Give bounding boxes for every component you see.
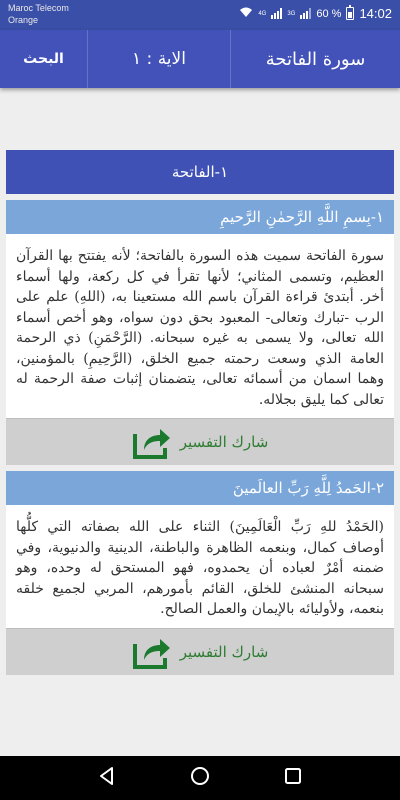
status-bar — [0, 0, 400, 30]
ayah-number-label[interactable]: الاية : ١ — [88, 30, 231, 88]
share-label: شارك التفسير — [179, 642, 269, 661]
network-4g-label: 4G — [258, 10, 267, 17]
ayah-title: ١-بِسمِ اللَّهِ الرَّحمٰنِ الرَّحيمِ — [6, 200, 394, 234]
share-label: شارك التفسير — [179, 433, 269, 451]
app-bar — [0, 30, 400, 88]
network-3g-label: 3G — [287, 10, 296, 17]
ayah-title: ٢-الحَمدُ لِلَّهِ رَبِّ العالَمينَ — [6, 471, 394, 505]
share-tafsir-button[interactable] — [6, 418, 394, 465]
search-button[interactable]: البحث — [0, 30, 88, 88]
carrier-name: Maroc Telecom — [8, 3, 69, 13]
surah-title: سورة الفاتحة — [265, 48, 366, 70]
home-circle-icon[interactable] — [189, 765, 211, 791]
battery-percent: 60 % — [316, 7, 342, 20]
tafsir-text: (الحَمْدُ للهِ رَبِّ الْعَالَمِينَ) الثناء على الله بصفاته التي كلُّها أوصاف كمال، وبنعمه الظاهرة والباطنة، الدينية والدنيوية، وفي ضمنه أمْرٌ لعباده أن يحمدوه، فهو المستحق له وحده، وهو سبحانه المنشئ للخلق، القائم بأمورهم، المربي لجميع خلقه بنعمه، ولأوليائه بالإيمان والعمل الصالح. — [16, 519, 384, 617]
share-tafsir-button[interactable] — [6, 628, 394, 675]
tafsir-list — [6, 150, 394, 675]
system-nav-bar — [0, 756, 400, 800]
share-arrow-icon — [132, 424, 172, 460]
recent-square-icon[interactable] — [282, 765, 304, 791]
status-indicators — [239, 6, 392, 21]
share-arrow-icon — [132, 634, 172, 670]
tafsir-text: سورة الفاتحة سميت هذه السورة بالفاتحة؛ لأنه يفتتح بها القرآن العظيم، وتسمى المثاني؛ لأنها تقرأ في كل ركعة، ولها أسماء أخر. أبتدئ قراءة القرآن باسم الله مستعينا به، (اللهِ) علم على الرب -تبارك وتعالى- المعبود بحق دون سواه، وهو أخص أسماء الله تعالى، ولا يسمى به غيره سبحانه. (الرَّحْمَنِ) ذي الرحمة العامة الذي وسعت رحمته جميع الخلق، (الرَّحِيمِ) بالمؤمنين، وهما اسمان من أسمائه تعالى، يتضمنان إثبات صفة الرحمة له تعالى كما يليق بجلاله. — [16, 248, 384, 408]
wifi-icon — [239, 7, 253, 21]
carrier-operator: Orange — [8, 15, 39, 25]
battery-icon — [346, 7, 354, 20]
signal-icon — [271, 8, 282, 19]
clock: 14:02 — [359, 6, 392, 21]
back-triangle-icon[interactable] — [96, 765, 118, 791]
carrier-info — [8, 2, 69, 26]
ayah-card — [6, 471, 394, 675]
surah-header: ١-الفاتحة — [6, 150, 394, 194]
signal-icon-2 — [300, 8, 311, 19]
ayah-card — [6, 200, 394, 465]
